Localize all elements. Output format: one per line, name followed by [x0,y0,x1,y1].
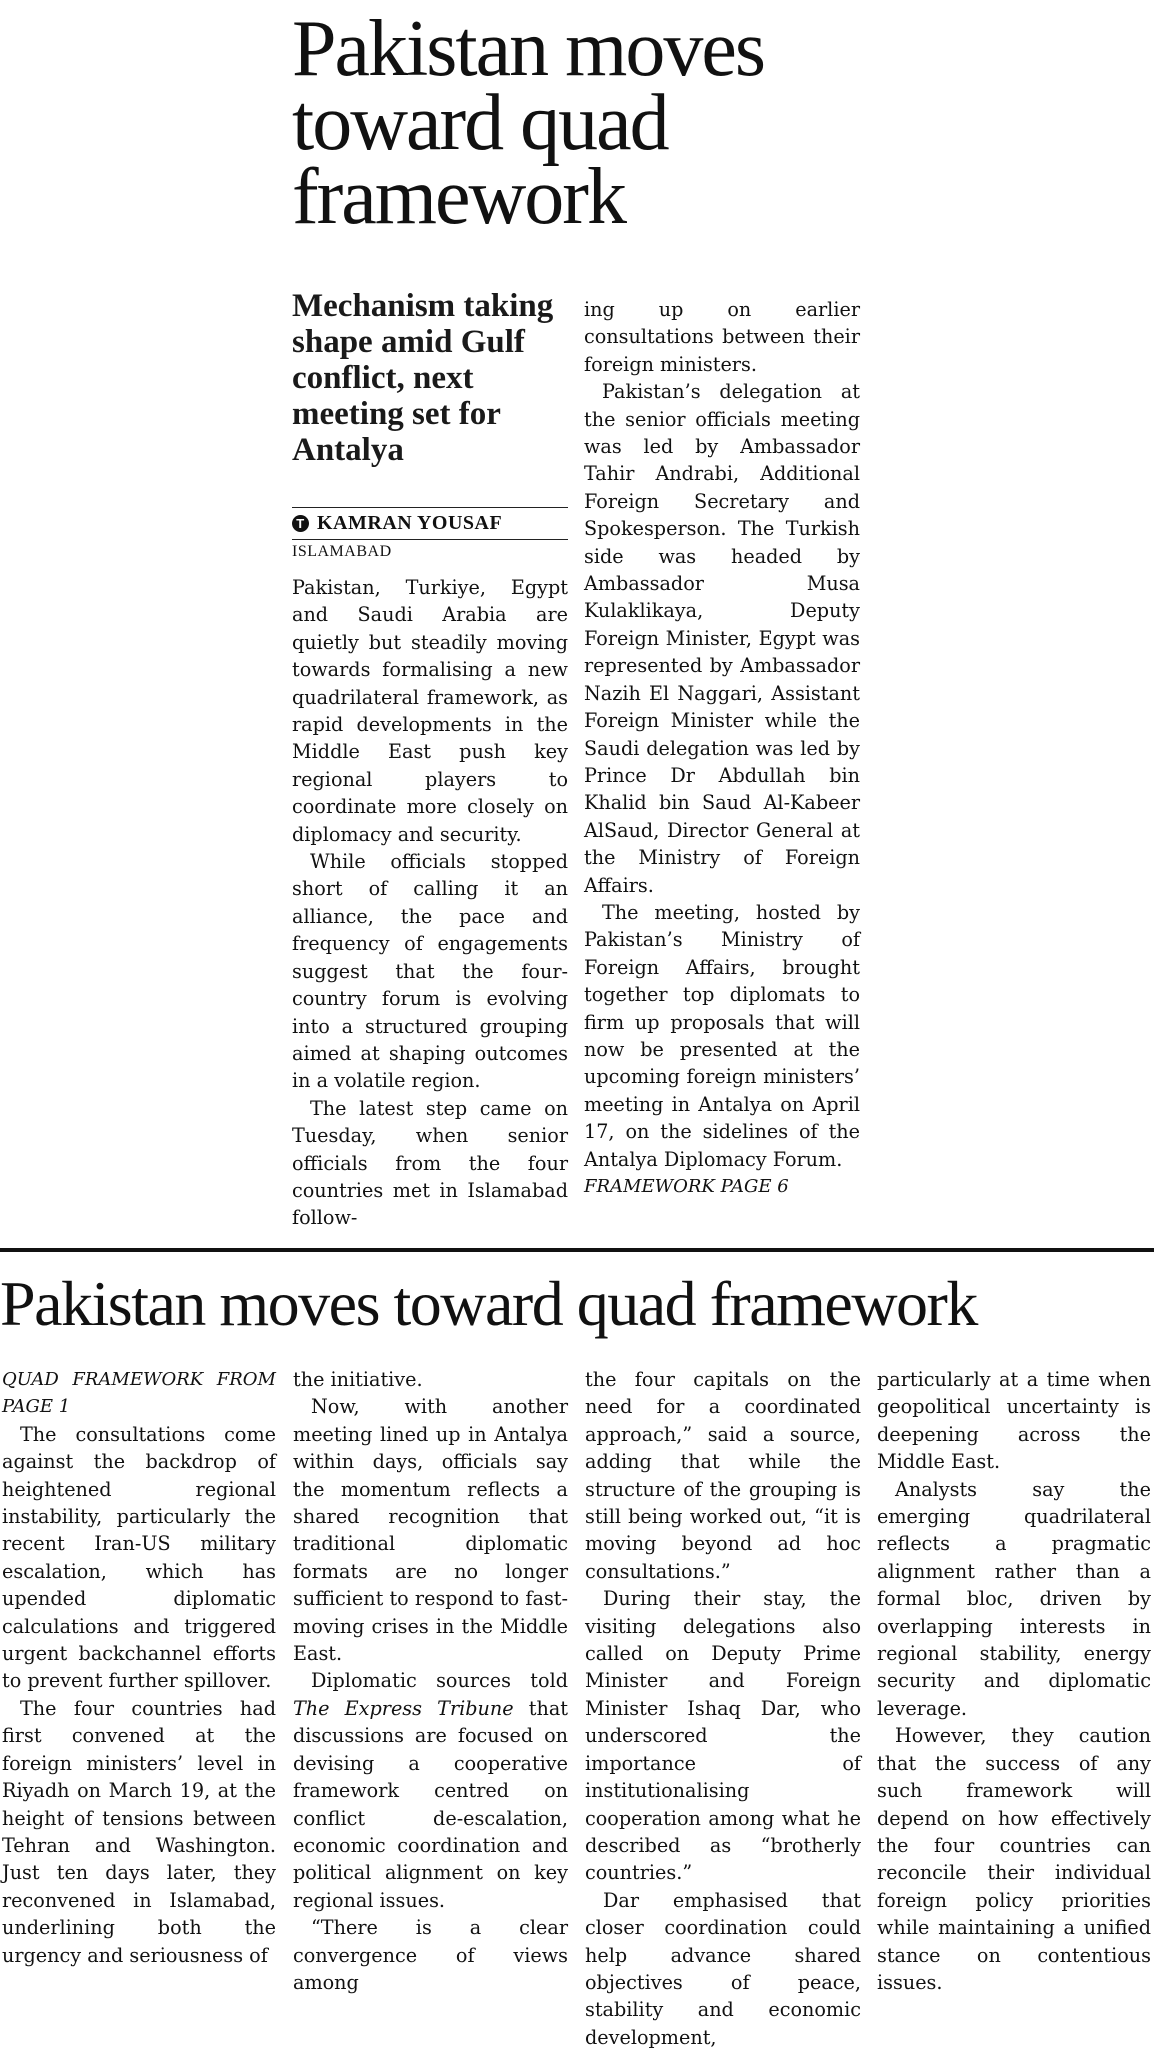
story1-column-1 [292,574,568,1232]
paragraph: the initiative. [293,1368,423,1391]
deck: Mechanism taking shape amid Gulf conflict, next meeting set for Antalya [292,288,554,468]
story1-column-2 [584,296,860,1200]
text-run: Diplomatic sources told [311,1669,568,1693]
section-divider [0,1248,1154,1252]
story2-column-2 [293,1366,568,1996]
text-run: that discussions are focused on devising a cooperative framework centred on conflict de-escalation, economic coordination and political alignment on key regional issues. [293,1696,568,1912]
story2-column-3 [585,1366,861,2051]
paragraph: “There is a clear convergence of views among [293,1916,568,1994]
paragraph: During their stay, the visiting delegations also called on Deputy Prime Minister and Foreign Minister Ishaq Dar, who underscored the importance of institutionalising cooperation among what he described as “brotherly countries.” [585,1587,861,1885]
paragraph: The latest step came on Tuesday, when senior officials from the four countries met in Islamabad follow- [292,1096,568,1230]
dateline: ISLAMABAD [292,539,568,561]
paragraph: Pakistan, Turkiye, Egypt and Saudi Arabia are quietly but steadily moving towards formalising a new quadrilateral framework, as rapid developments in the Middle East push key regional players to coordinate more closely on diplomacy and security. [292,576,568,846]
story2-column-1 [2,1366,276,1969]
paragraph: Analysts say the emerging quadrilateral reflects a pragmatic alignment rather than a formal bloc, driven by overlapping interests in regional stability, energy security and diplomatic leverage. [877,1477,1151,1720]
paragraph: Pakistan’s delegation at the senior officials meeting was led by Ambassador Tahir Andrabi, Additional Foreign Secretary and Spokesperson. The Turkish side was headed by Ambassador Musa Kulaklikaya, Deputy Foreign Minister, Egypt was represented by Ambassador Nazih El Naggari, Assistant Foreign Minister while the Saudi delegation was led by Prince Dr Abdullah bin Khalid bin Saud Al-Kabeer AlSaud, Director General at the Ministry of Foreign Affairs. [584,380,860,897]
paragraph: The meeting, hosted by Pakistan’s Ministry of Foreign Affairs, brought together top diplomats to firm up proposals that will now be presented at the upcoming foreign ministers’ meeting in Antalya on April 17, on the sidelines of the Antalya Diplomacy Forum. [584,900,860,1171]
paragraph: Dar emphasised that closer coordination could help advance shared objectives of peace, stability and economic development, [585,1888,861,2049]
paragraph: However, they caution that the success of any such framework will depend on how effectively the four countries can reconcile their individual foreign policy priorities while maintaining a unified stance on contentious issues. [877,1724,1151,1994]
headline-continuation: Pakistan moves toward quad framework [0,1268,977,1339]
story2-column-4 [877,1366,1151,1996]
paragraph: the four capitals on the need for a coordinated approach,” said a source, adding that while the structure of the grouping is still being worked out, “it is moving beyond ad hoc consultations.” [585,1368,861,1583]
publication-name: The Express Tribune [293,1696,514,1720]
jump-from-reference[interactable]: QUAD FRAMEWORK FROM PAGE 1 [2,1369,276,1418]
jump-reference[interactable]: FRAMEWORK PAGE 6 [584,1176,789,1197]
paragraph: While officials stopped short of calling it an alliance, the pace and frequency of engagements suggest that the four-country forum is evolving into a structured grouping aimed at shaping outcomes in a volatile region. [292,850,568,1093]
paragraph: ing up on earlier consultations between their foreign ministers. [584,298,860,376]
paragraph [293,1667,568,1914]
paragraph: particularly at a time when geopolitical uncertainty is deepening across the Middle East. [877,1368,1151,1474]
author-name: KAMRAN YOUSAF [317,512,503,534]
paragraph: Now, with another meeting lined up in Antalya within days, officials say the momentum reflects a shared recognition that traditional diplomatic formats are no longer sufficient to respond to fast-moving crises in the Middle East. [293,1395,568,1666]
paragraph: The consultations come against the backdrop of heightened regional instability, particularly the recent Iran-US military escalation, which has upended diplomatic calculations and triggered urgent backchannel efforts to prevent further spillover. [2,1422,276,1693]
paragraph: The four countries had first convened at the foreign ministers’ level in Riyadh on March 19, at the height of tensions between Tehran and Washington. Just ten days later, they reconvened in Islamabad, underlining both the urgency and seriousness of [2,1696,276,1967]
byline [292,507,568,561]
headline-main: Pakistan moves toward quad framework [292,5,764,241]
tribune-logo-icon: T [292,515,309,532]
